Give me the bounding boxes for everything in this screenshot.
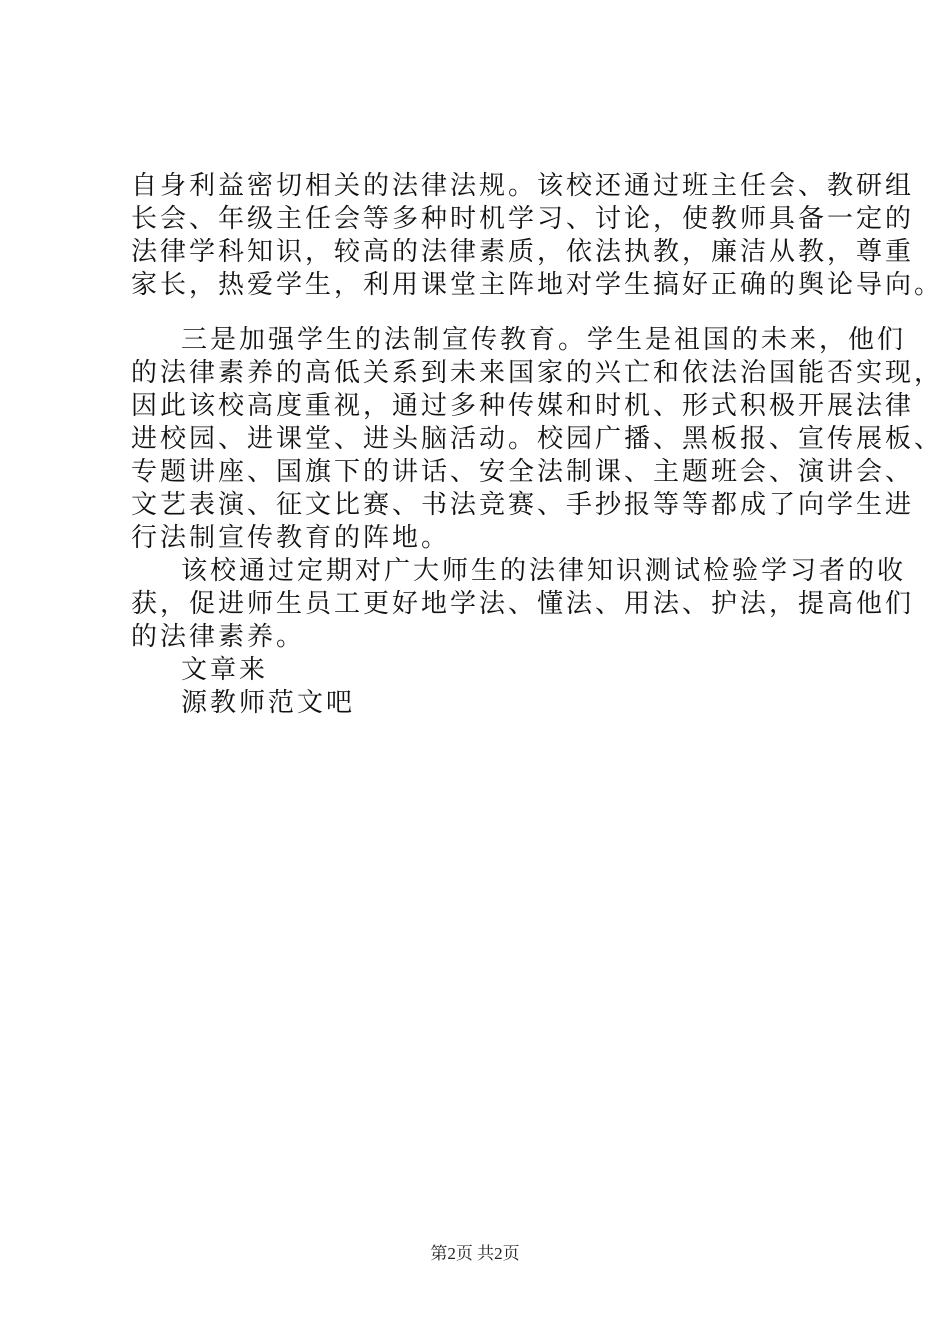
document-body	[131, 170, 944, 720]
text-line: 进校园、进课堂、进头脑活动。校园广播、黑板报、宣传展板、	[131, 424, 944, 454]
text-line: 文艺表演、征文比赛、书法竞赛、手抄报等等都成了向学生进	[131, 490, 915, 520]
source-line-1: 文章来	[181, 655, 269, 685]
text-line: 法律学科知识，较高的法律素质，依法执教，廉洁从教，尊重	[131, 237, 915, 267]
paragraph-1	[131, 170, 944, 302]
paragraph-gap	[131, 302, 847, 324]
text-line: 获，促进师生员工更好地学法、懂法、用法、护法，提高他们	[131, 589, 915, 619]
text-line: 的法律素养。	[131, 622, 306, 652]
text-line: 的法律素养的高低关系到未来国家的兴亡和依法治国能否实现，	[131, 358, 944, 388]
paragraph-2	[131, 324, 944, 555]
text-line: 三是加强学生的法制宣传教育。学生是祖国的未来，他们	[181, 325, 907, 355]
page-number-footer: 第2页 共2页	[430, 1244, 520, 1263]
source-line-2: 源教师范文吧	[181, 688, 356, 718]
text-line: 长会、年级主任会等多种时机学习、讨论，使教师具备一定的	[131, 204, 915, 234]
text-line: 家长，热爱学生，利用课堂主阵地对学生搞好正确的舆论导向。	[131, 270, 944, 300]
text-line: 该校通过定期对广大师生的法律知识测试检验学习者的收	[181, 556, 907, 586]
text-line: 专题讲座、国旗下的讲话、安全法制课、主题班会、演讲会、	[131, 457, 915, 487]
text-line: 因此该校高度重视，通过多种传媒和时机、形式积极开展法律	[131, 391, 915, 421]
text-line: 自身利益密切相关的法律法规。该校还通过班主任会、教研组	[131, 171, 915, 201]
text-line: 行法制宣传教育的阵地。	[131, 523, 451, 553]
paragraph-3	[131, 555, 915, 654]
